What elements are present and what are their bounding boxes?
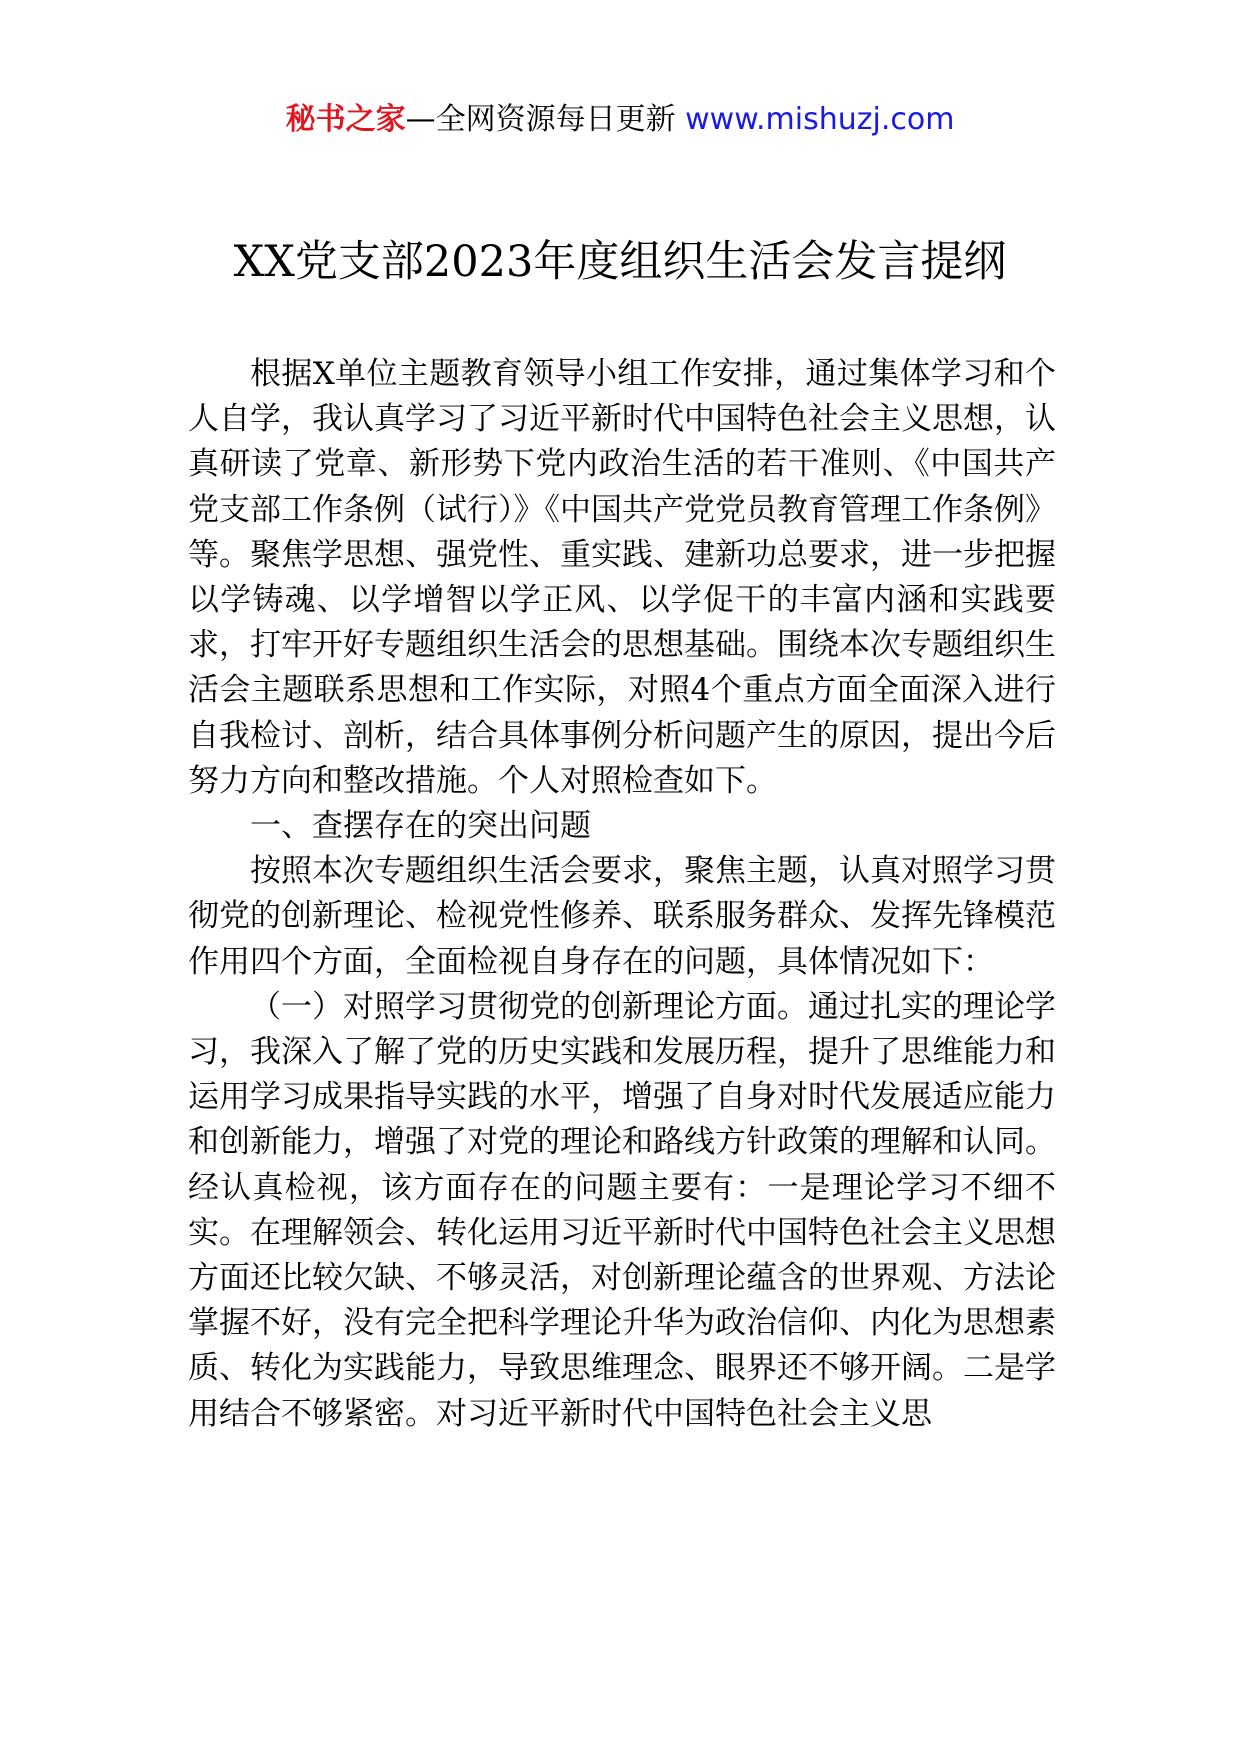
site-brand-name: 秘书之家 [285, 102, 406, 137]
body-paragraph: 按照本次专题组织生活会要求，聚焦主题，认真对照学习贯彻党的创新理论、检视党性修养、联系服务群众、发挥先锋模范作用四个方面，全面检视自身存在的问题，具体情况如下： [188, 853, 1056, 980]
site-slogan: —全网资源每日更新 [405, 102, 686, 137]
intro-paragraph: 根据X单位主题教育领导小组工作安排，通过集体学习和个人自学，我认真学习了习近平新时代中国特色社会主义思想，认真研读了党章、新形势下党内政治生活的若干准则、《中国共产党支部工作条例（试行）》《中国共产党党员教育管理工作条例》等。聚焦学思想、强党性、重实践、建新功总要求，进一步把握以学铸魂、以学增智以学正风、以学促干的丰富内涵和实践要求，打牢开好专题组织生活会的思想基础。围绕本次专题组织生活会主题联系思想和工作实际，对照4个重点方面全面深入进行自我检讨、剖析，结合具体事例分析问题产生的原因，提出今后努力方向和整改措施。个人对照检查如下。 [188, 356, 1056, 799]
site-watermark-header [0, 98, 1240, 142]
document-title: XX党支部2023年度组织生活会发言提纲 [233, 237, 1007, 287]
site-url: www.mishuzj.com [685, 102, 955, 137]
body-paragraph: （一）对照学习贯彻党的创新理论方面。通过扎实的理论学习，我深入了解了党的历史实践和发展历程，提升了思维能力和运用学习成果指导实践的水平，增强了自身对时代发展适应能力和创新能力，增强了对党的理论和路线方针政策的理解和认同。经认真检视，该方面存在的问题主要有：一是理论学习不细不实。在理解领会、转化运用习近平新时代中国特色社会主义思想方面还比较欠缺、不够灵活，对创新理论蕴含的世界观、方法论掌握不好，没有完全把科学理论升华为政治信仰、内化为思想素质、转化为实践能力，导致思维理念、眼界还不够开阔。二是学用结合不够紧密。对习近平新时代中国特色社会主义思 [188, 988, 1056, 1432]
section-heading: 一、查摆存在的突出问题 [250, 808, 591, 845]
document-body [188, 352, 1056, 1437]
